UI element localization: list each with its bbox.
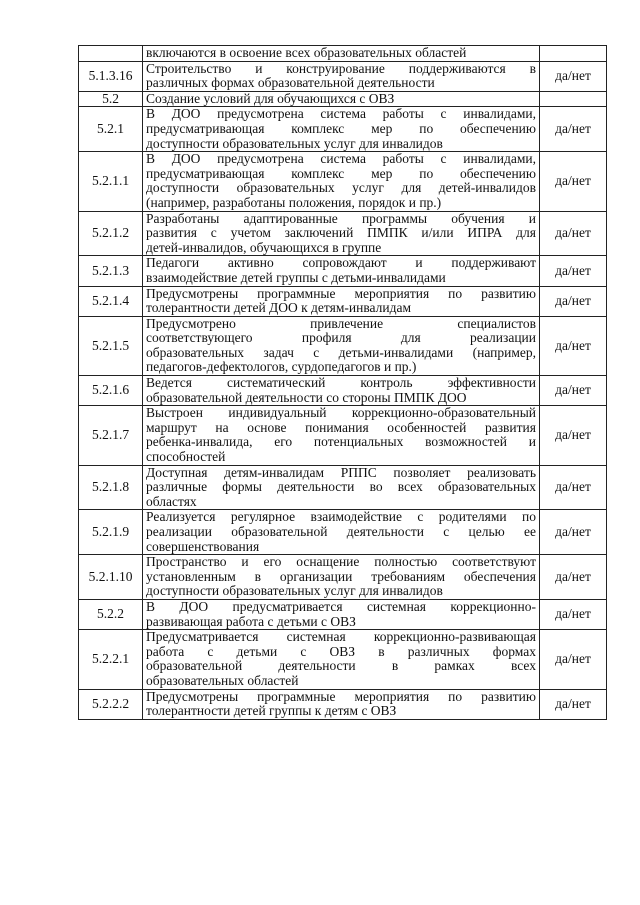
criterion-text-line: предусматривающая комплекс мер по обеспечению bbox=[146, 165, 536, 181]
answer-cell: да/нет bbox=[540, 689, 607, 719]
criterion-text-line: реализации образовательной деятельности с целью ее bbox=[146, 524, 536, 539]
criterion-text-line: Ведется систематический контроль эффективности bbox=[146, 375, 536, 391]
criterion-text-line: установленным в организации требованиям обеспечения bbox=[146, 568, 536, 584]
criterion-text bbox=[143, 256, 540, 286]
criterion-text-line: развития с учетом заключений ПМПК и/или ИПРА для bbox=[146, 225, 536, 241]
criterion-text-line: доступности образовательных услуг для инвалидов bbox=[146, 583, 443, 599]
criterion-text-line: взаимодействие детей группы с детьми-инвалидами bbox=[146, 269, 446, 285]
table-row bbox=[79, 316, 607, 375]
criterion-text bbox=[143, 465, 540, 510]
criterion-text-line: работа с детьми с ОВЗ в различных формах bbox=[146, 643, 536, 659]
answer-cell: да/нет bbox=[540, 465, 607, 510]
table-row bbox=[79, 286, 607, 316]
criterion-text-line: маршрут на основе понимания особенностей развития bbox=[146, 419, 536, 435]
table-row bbox=[79, 256, 607, 286]
table-row bbox=[79, 107, 607, 152]
criterion-text bbox=[143, 61, 540, 91]
criterion-text-line: В ДОО предусмотрена система работы с инвалидами, bbox=[146, 106, 536, 122]
item-number: 5.2.1.7 bbox=[79, 406, 143, 465]
criterion-text bbox=[143, 510, 540, 555]
criterion-text-line: доступности образовательных услуг для инвалидов bbox=[146, 135, 443, 151]
item-number: 5.2 bbox=[79, 91, 143, 107]
criterion-text bbox=[143, 376, 540, 406]
criterion-text-line: Доступная детям-инвалидам РППС позволяет реализовать bbox=[146, 465, 536, 480]
table-row bbox=[79, 406, 607, 465]
criterion-text bbox=[143, 107, 540, 152]
item-number: 5.2.1.6 bbox=[79, 376, 143, 406]
item-number: 5.2.1.9 bbox=[79, 510, 143, 555]
item-number: 5.2.1.4 bbox=[79, 286, 143, 316]
item-number: 5.2.1.1 bbox=[79, 152, 143, 211]
answer-cell: да/нет bbox=[540, 211, 607, 256]
answer-cell: да/нет bbox=[540, 406, 607, 465]
answer-cell: да/нет bbox=[540, 152, 607, 211]
criterion-text-line: способностей bbox=[146, 449, 226, 465]
item-number: 5.1.3.16 bbox=[79, 61, 143, 91]
item-number: 5.2.2.1 bbox=[79, 630, 143, 689]
criterion-text bbox=[143, 286, 540, 316]
criterion-text bbox=[143, 211, 540, 256]
answer-cell: да/нет bbox=[540, 107, 607, 152]
criterion-text-line: Предусмотрены программные мероприятия по развитию bbox=[146, 286, 536, 301]
table-row bbox=[79, 46, 607, 62]
criteria-table-body bbox=[79, 46, 607, 720]
answer-cell bbox=[540, 91, 607, 107]
answer-cell: да/нет bbox=[540, 599, 607, 629]
criterion-text-line: В ДОО предусмотрена система работы с инвалидами, bbox=[146, 151, 536, 167]
criterion-text bbox=[143, 555, 540, 600]
table-row bbox=[79, 689, 607, 719]
criterion-text-line: педагогов-дефектологов, сурдопедагогов и пр.) bbox=[146, 359, 417, 375]
criterion-text-line: доступности образовательных услуг для детей-инвалидов bbox=[146, 180, 536, 196]
answer-cell bbox=[540, 46, 607, 62]
table-row bbox=[79, 152, 607, 211]
criterion-text bbox=[143, 91, 540, 107]
criterion-text-line: толерантности детей группы к детям с ОВЗ bbox=[146, 703, 397, 719]
criterion-text-line: соответствующего профиля для реализации bbox=[146, 330, 536, 346]
criterion-text-line: областях bbox=[146, 493, 197, 509]
criterion-text-line: Создание условий для обучающихся с ОВЗ bbox=[146, 91, 395, 106]
table-row bbox=[79, 61, 607, 91]
answer-cell: да/нет bbox=[540, 510, 607, 555]
criterion-text-line: детей-инвалидов, обучающихся в группе bbox=[146, 239, 382, 255]
criterion-text bbox=[143, 152, 540, 211]
criterion-text-line: Предусматривается системная коррекционно-развивающая bbox=[146, 629, 536, 645]
table-row bbox=[79, 630, 607, 689]
criterion-text-line: Предусмотрено привлечение специалистов bbox=[146, 316, 536, 331]
criterion-text-line: В ДОО предусматривается системная коррекционно- bbox=[146, 599, 536, 614]
criterion-text-line: Педагоги активно сопровождают и поддерживают bbox=[146, 255, 536, 271]
table-row bbox=[79, 211, 607, 256]
criterion-text-line: ребенка-инвалида, его потенциальных возможностей и bbox=[146, 434, 536, 450]
table-row bbox=[79, 510, 607, 555]
answer-cell: да/нет bbox=[540, 376, 607, 406]
table-row bbox=[79, 599, 607, 629]
answer-cell: да/нет bbox=[540, 630, 607, 689]
criterion-text-line: различных формах образовательной деятельности bbox=[146, 75, 435, 91]
criterion-text-line: Предусмотрены программные мероприятия по развитию bbox=[146, 689, 536, 704]
criterion-text-line: Пространство и его оснащение полностью соответствуют bbox=[146, 554, 536, 570]
table-row bbox=[79, 465, 607, 510]
criterion-text bbox=[143, 46, 540, 62]
criterion-text-line: различные формы деятельности во всех образовательных bbox=[146, 479, 536, 495]
criterion-text bbox=[143, 406, 540, 465]
criterion-text-line: развивающая работа с детьми с ОВЗ bbox=[146, 613, 356, 629]
criterion-text-line: совершенствования bbox=[146, 538, 260, 554]
item-number: 5.2.1.2 bbox=[79, 211, 143, 256]
answer-cell: да/нет bbox=[540, 256, 607, 286]
item-number: 5.2.1 bbox=[79, 107, 143, 152]
criterion-text bbox=[143, 630, 540, 689]
criterion-text-line: (например, разработаны положения, порядок и пр.) bbox=[146, 194, 442, 210]
criterion-text-line: образовательной деятельности в рамках всех bbox=[146, 658, 536, 674]
table-row bbox=[79, 91, 607, 107]
criterion-text-line: включаются в освоение всех образовательных областей bbox=[146, 45, 467, 60]
criterion-text-line: Реализуется регулярное взаимодействие с родителями по bbox=[146, 509, 536, 525]
criterion-text-line: Выстроен индивидуальный коррекционно-образовательный bbox=[146, 405, 536, 421]
criterion-text-line: толерантности детей ДОО к детям-инвалидам bbox=[146, 300, 412, 316]
criterion-text-line: образовательной деятельности со стороны ПМПК ДОО bbox=[146, 389, 467, 405]
answer-cell: да/нет bbox=[540, 61, 607, 91]
item-number bbox=[79, 46, 143, 62]
item-number: 5.2.1.10 bbox=[79, 555, 143, 600]
criterion-text-line: предусматривающая комплекс мер по обеспечению bbox=[146, 120, 536, 136]
criterion-text bbox=[143, 316, 540, 375]
criterion-text-line: Разработаны адаптированные программы обучения и bbox=[146, 211, 536, 226]
item-number: 5.2.1.5 bbox=[79, 316, 143, 375]
table-row bbox=[79, 555, 607, 600]
item-number: 5.2.2.2 bbox=[79, 689, 143, 719]
criterion-text-line: образовательных областей bbox=[146, 672, 299, 688]
table-row bbox=[79, 376, 607, 406]
criterion-text-line: образовательных задач с детьми-инвалидами (например, bbox=[146, 344, 536, 360]
criteria-table bbox=[78, 45, 607, 720]
criterion-text-line: Строительство и конструирование поддерживаются в bbox=[146, 61, 536, 76]
criterion-text bbox=[143, 689, 540, 719]
item-number: 5.2.2 bbox=[79, 599, 143, 629]
answer-cell: да/нет bbox=[540, 316, 607, 375]
item-number: 5.2.1.3 bbox=[79, 256, 143, 286]
answer-cell: да/нет bbox=[540, 555, 607, 600]
answer-cell: да/нет bbox=[540, 286, 607, 316]
criterion-text bbox=[143, 599, 540, 629]
item-number: 5.2.1.8 bbox=[79, 465, 143, 510]
